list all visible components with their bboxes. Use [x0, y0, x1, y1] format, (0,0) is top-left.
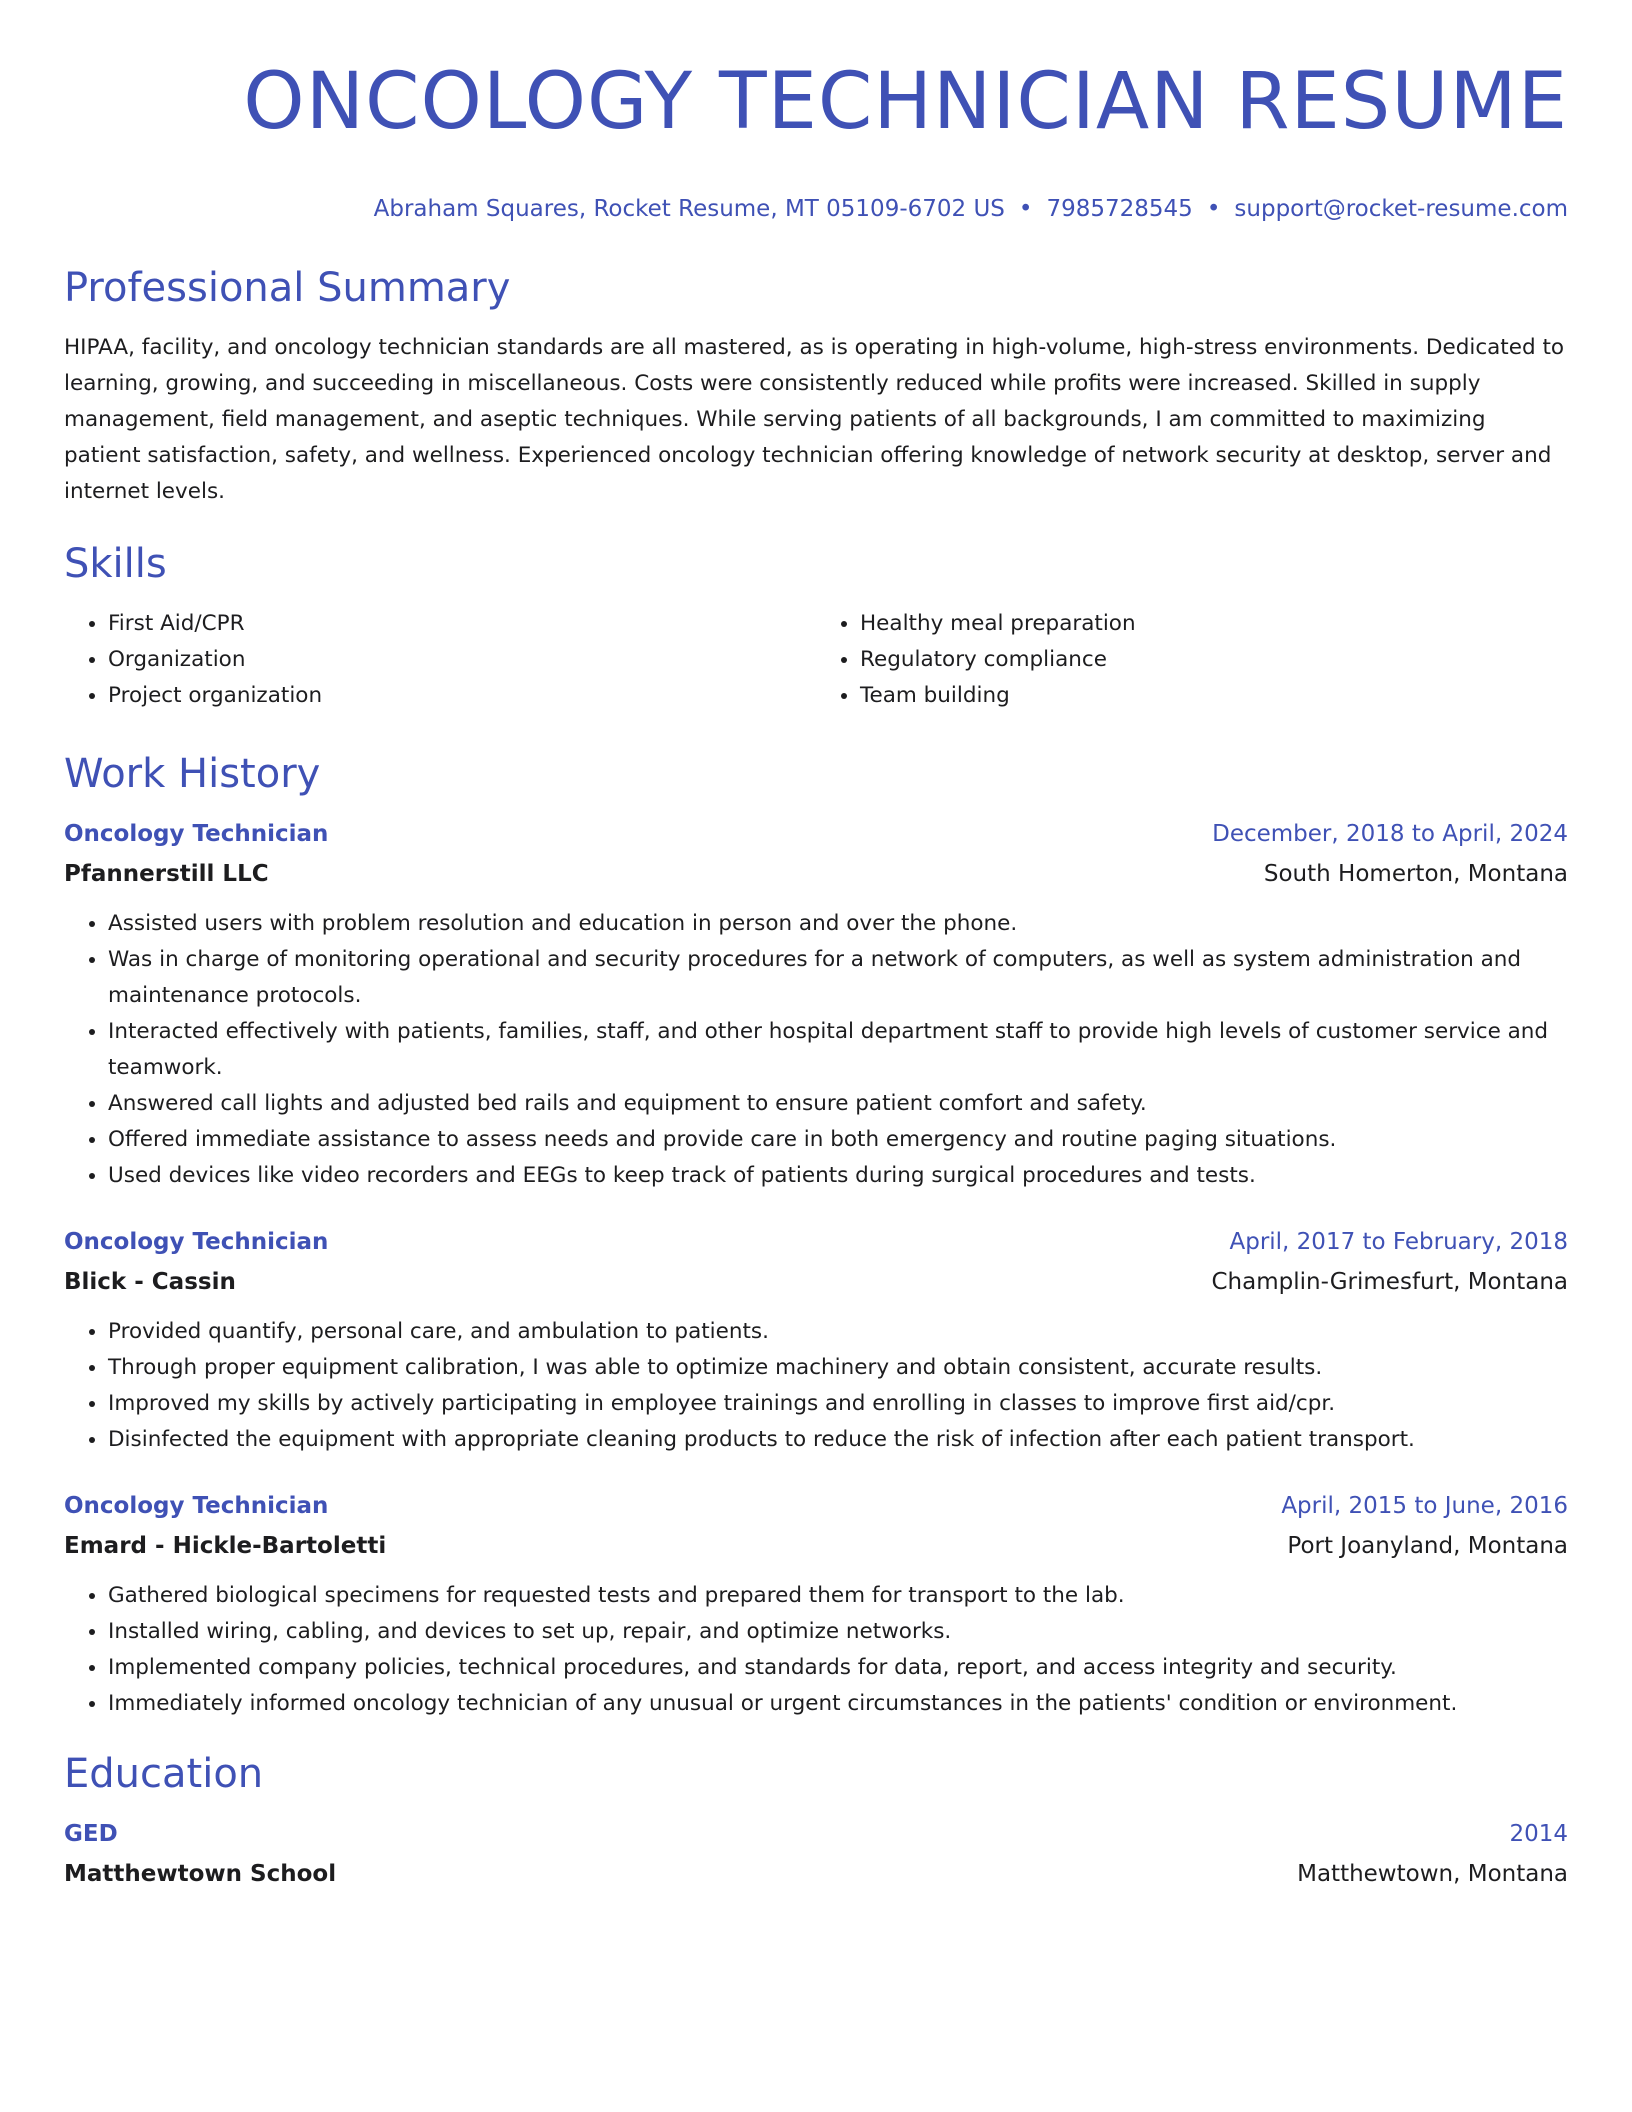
list-item: • Answered call lights and adjusted bed rails and equipment to ensure patient comfort and safety. [108, 1086, 1568, 1122]
list-item: • Disinfected the equipment with appropriate cleaning products to reduce the risk of infection after each patient transport. [108, 1422, 1568, 1458]
skill-item: • Organization [108, 642, 816, 678]
separator: • [1018, 196, 1033, 222]
job-dates: December, 2018 to April, 2024 [1212, 821, 1568, 847]
school-name: Matthewtown School [64, 1861, 337, 1887]
list-item: • Interacted effectively with patients, families, staff, and other hospital department staff to provide high levels of customer service and teamwork. [108, 1014, 1568, 1086]
skill-item: • Regulatory compliance [860, 642, 1568, 678]
address: Abraham Squares, Rocket Resume, MT 05109-6702 US [373, 196, 1005, 222]
separator: • [1206, 196, 1221, 222]
skills-list-right [816, 606, 1568, 714]
list-item: • Implemented company policies, technical procedures, and standards for data, report, and access integrity and security. [108, 1650, 1568, 1686]
education-entry [64, 1814, 1568, 1894]
job-entry [64, 814, 1568, 1194]
company-name: Emard - Hickle-Bartoletti [64, 1533, 387, 1559]
job-dates: April, 2015 to June, 2016 [1281, 1493, 1568, 1519]
job-location: Port Joanyland, Montana [1287, 1533, 1568, 1559]
company-name: Blick - Cassin [64, 1269, 236, 1295]
job-company-row [64, 854, 1568, 894]
job-bullets [64, 906, 1568, 1194]
job-title-row [64, 1486, 1568, 1526]
job-title-row [64, 814, 1568, 854]
list-item: • Immediately informed oncology technician of any unusual or urgent circumstances in the patients' condition or environment. [108, 1686, 1568, 1722]
section-heading-education: Education [64, 1751, 264, 1797]
skills-list-left [64, 606, 816, 714]
contact-line [64, 192, 1568, 226]
degree: GED [64, 1821, 118, 1847]
skills-section [64, 536, 1568, 714]
job-bullets [64, 1314, 1568, 1458]
graduation-year: 2014 [1509, 1821, 1568, 1847]
summary-section [64, 260, 1568, 510]
list-item: • Was in charge of monitoring operational and security procedures for a network of computers, as well as system administration and maintenance protocols. [108, 942, 1568, 1014]
company-name: Pfannerstill LLC [64, 861, 269, 887]
job-entry [64, 1222, 1568, 1458]
skill-item: • Team building [860, 678, 1568, 714]
list-item: • Improved my skills by actively participating in employee trainings and enrolling in classes to improve first aid/cpr. [108, 1386, 1568, 1422]
skill-item: • Healthy meal preparation [860, 606, 1568, 642]
list-item: • Used devices like video recorders and EEGs to keep track of patients during surgical procedures and tests. [108, 1158, 1568, 1194]
resume-title: ONCOLOGY TECHNICIAN RESUME [243, 57, 1568, 147]
job-bullets [64, 1578, 1568, 1722]
list-item: • Installed wiring, cabling, and devices to set up, repair, and optimize networks. [108, 1614, 1568, 1650]
skills-grid [64, 606, 1568, 714]
job-title: Oncology Technician [64, 821, 329, 847]
skill-item: • First Aid/CPR [108, 606, 816, 642]
email: support@rocket-resume.com [1234, 196, 1568, 222]
job-company-row [64, 1262, 1568, 1302]
job-location: South Homerton, Montana [1263, 861, 1568, 887]
summary-text: HIPAA, facility, and oncology technician standards are all mastered, as is operating in high-volume, high-stress environments. Dedicated to learning, growing, and succeeding in miscellaneous. Costs were consistently reduced while profits were increased. Skilled in supply management, field management, and aseptic techniques. While serving patients of all backgrounds, I am committed to maximizing patient satisfaction, safety, and wellness. Experienced oncology technician offering knowledge of network security at desktop, server and internet levels. [64, 335, 1565, 504]
education-section [64, 1746, 1568, 1894]
job-company-row [64, 1526, 1568, 1566]
job-title: Oncology Technician [64, 1493, 329, 1519]
work-section [64, 746, 1568, 1722]
section-heading-skills: Skills [64, 541, 167, 587]
list-item: • Through proper equipment calibration, I was able to optimize machinery and obtain consistent, accurate results. [108, 1350, 1568, 1386]
list-item: • Offered immediate assistance to assess needs and provide care in both emergency and routine paging situations. [108, 1122, 1568, 1158]
phone: 7985728545 [1046, 196, 1193, 222]
job-title-row [64, 1222, 1568, 1262]
list-item: • Assisted users with problem resolution and education in person and over the phone. [108, 906, 1568, 942]
education-degree-row [64, 1814, 1568, 1854]
education-school-row [64, 1854, 1568, 1894]
job-title: Oncology Technician [64, 1229, 329, 1255]
skill-item: • Project organization [108, 678, 816, 714]
job-location: Champlin-Grimesfurt, Montana [1211, 1269, 1568, 1295]
job-dates: April, 2017 to February, 2018 [1229, 1229, 1568, 1255]
list-item: • Provided quantify, personal care, and ambulation to patients. [108, 1314, 1568, 1350]
list-item: • Gathered biological specimens for requested tests and prepared them for transport to the lab. [108, 1578, 1568, 1614]
school-location: Matthewtown, Montana [1297, 1861, 1568, 1887]
resume-page [64, 52, 1568, 1894]
section-heading-work: Work History [64, 751, 321, 797]
job-entry [64, 1486, 1568, 1722]
section-heading-summary: Professional Summary [64, 265, 511, 311]
